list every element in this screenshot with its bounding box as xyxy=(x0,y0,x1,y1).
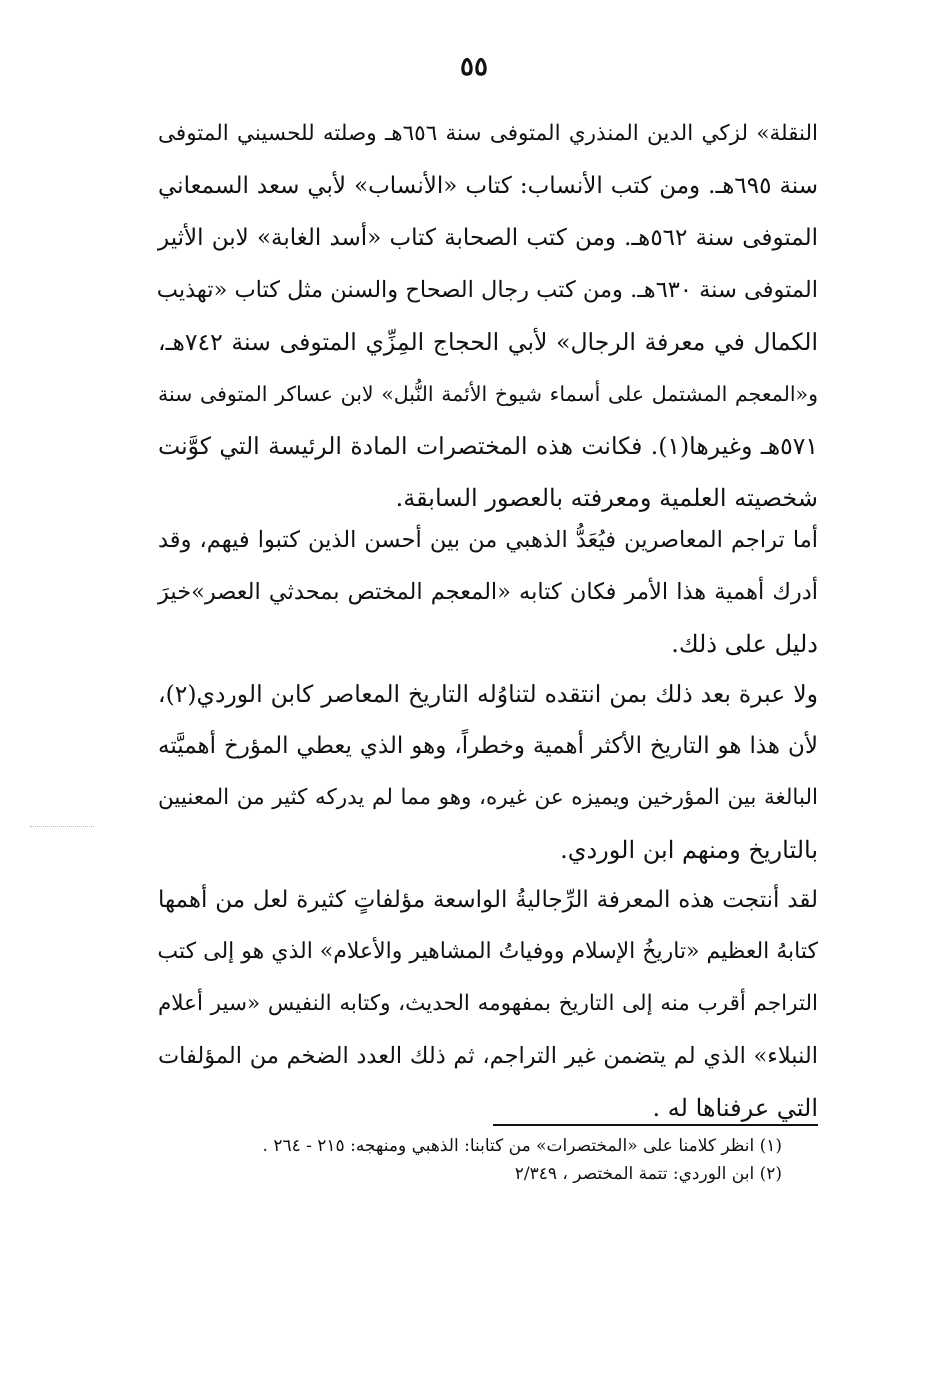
footnote-divider xyxy=(493,1124,818,1126)
text-line: بالتاريخ ومنهم ابن الوردي. xyxy=(560,836,818,864)
text-line: كتابهُ العظيم «تاريخُ الإسلام ووفياتُ المشاهير والأعلام» الذي هو إلى كتب xyxy=(157,939,818,964)
text-line: أدرك أهمية هذا الأمر فكان كتابه «المعجم المختص بمحدثي العصر»خيرَ xyxy=(158,579,818,605)
paragraph-3 xyxy=(158,668,818,876)
text-line: النبلاء» الذي لم يتضمن غير التراجم، ثم ذلك العدد الضخم من المؤلفات xyxy=(158,1043,818,1069)
footnotes xyxy=(162,1132,782,1188)
footnote-2: (٢) ابن الوردي: تتمة المختصر ، ٢/٣٤٩ xyxy=(514,1164,782,1184)
text-line: أما تراجم المعاصرين فيُعَدُّ الذهبي من بين أحسن الذين كتبوا فيهم، وقد xyxy=(158,527,818,553)
text-line: الكمال في معرفة الرجال» لأبي الحجاج المِزِّي المتوفى سنة ٧٤٢هـ، xyxy=(158,328,818,356)
paragraph-1 xyxy=(158,108,818,524)
text-line: المتوفى سنة ٦٣٠هـ. ومن كتب رجال الصحاح والسنن مثل كتاب «تهذيب xyxy=(156,277,818,303)
footnote-1: (١) انظر كلامنا على «المختصرات» من كتابنا: الذهبي ومنهجه: ٢١٥ - ٢٦٤ . xyxy=(262,1136,782,1156)
text-line: البالغة بين المؤرخين ويميزه عن غيره، وهو مما لم يدركه كثير من المعنيين xyxy=(158,785,818,810)
paragraph-2 xyxy=(158,514,818,670)
text-line: التي عرفناها له . xyxy=(652,1094,818,1122)
text-line: لقد أنتجت هذه المعرفة الرِّجاليةُ الواسعة مؤلفاتٍ كثيرة لعل من أهمها xyxy=(158,887,818,913)
text-line: سنة ٦٩٥هـ. ومن كتب الأنساب: كتاب «الأنساب» لأبي سعد السمعاني xyxy=(158,173,818,199)
text-line: التراجم أقرب منه إلى التاريخ بمفهومه الحديث، وكتابه النفيس «سير أعلام xyxy=(158,991,818,1016)
text-line: دليل على ذلك. xyxy=(671,630,818,658)
text-line: و«المعجم المشتمل على أسماء شيوخ الأئمة النُّبل» لابن عساكر المتوفى سنة xyxy=(158,382,818,406)
page-number: ٥٥ xyxy=(460,52,488,82)
text-line: النقلة» لزكي الدين المنذري المتوفى سنة ٦٥٦هـ وصلته للحسيني المتوفى xyxy=(158,121,818,146)
text-line: ٥٧١هـ وغيرها(١). فكانت هذه المختصرات المادة الرئيسة التي كوَّنت xyxy=(158,432,818,460)
text-line: شخصيته العلمية ومعرفته بالعصور السابقة. xyxy=(395,484,818,512)
margin-mark xyxy=(30,826,94,827)
paragraph-4 xyxy=(158,874,818,1134)
text-line: المتوفى سنة ٥٦٢هـ. ومن كتب الصحابة كتاب «أسد الغابة» لابن الأثير xyxy=(158,225,818,251)
text-line: لأن هذا هو التاريخ الأكثر أهمية وخطراً، وهو الذي يعطي المؤرخ أهميَّته xyxy=(158,733,818,759)
text-line: ولا عبرة بعد ذلك بمن انتقده لتناوُله التاريخ المعاصر كابن الوردي(٢)، xyxy=(158,680,818,708)
